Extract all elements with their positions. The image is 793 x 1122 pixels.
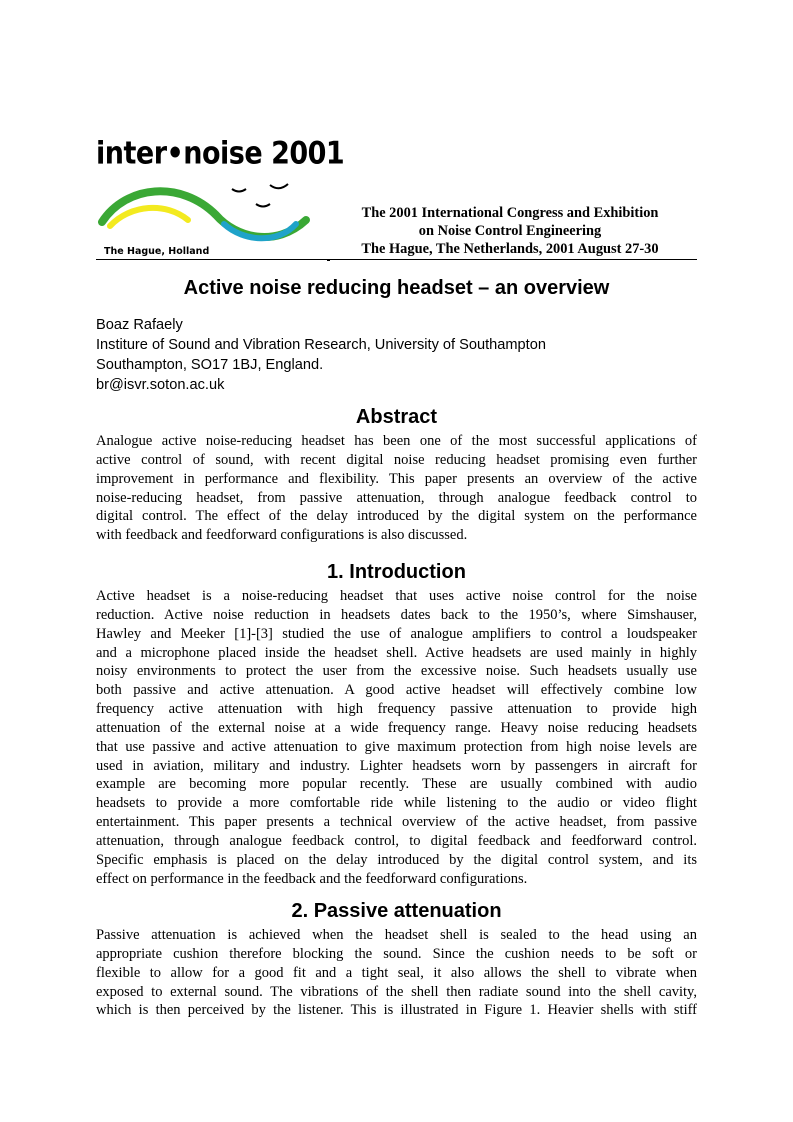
logo-wordmark: inter•noise 2001 <box>96 135 345 172</box>
introduction-line: Active headset is a noise-reducing headset that uses active noise control for the noise <box>96 588 697 604</box>
introduction-line: Hawley and Meeker [1]-[3] studied the use of analogue amplifiers to control a loudspeaker <box>96 625 697 642</box>
introduction-line: noisy environments to protect the user from the excessive noise. Such headsets usually use <box>96 663 697 680</box>
paper-title: Active noise reducing headset – an overview <box>183 277 610 299</box>
passive-paragraph <box>96 926 697 1020</box>
logo-yellow-wave <box>110 208 188 226</box>
abstract-line: active control of sound, with recent digital noise reducing headset promising even further <box>96 451 697 468</box>
introduction-line: attenuation of the external noise at a wide frequency range. Heavy noise reducing headsets <box>96 719 697 736</box>
author-affiliation: Institure of Sound and Vibration Research, University of Southampton <box>96 337 546 353</box>
introduction-line: entertainment. This paper presents a technical overview of the active headset, from passive <box>96 814 697 831</box>
passive-line: Passive attenuation is achieved when the headset shell is sealed to the head using an <box>96 927 697 943</box>
conference-line-2: on Noise Control Engineering <box>418 223 602 239</box>
introduction-line: headsets to provide a more comfortable ride while listening to the audio or video flight <box>96 795 697 812</box>
abstract-line: Analogue active noise-reducing headset has been one of the most successful applications of <box>96 433 697 449</box>
author-block <box>96 315 546 395</box>
introduction-line: used in aviation, military and industry. Lighter headsets worn by passengers in aircraft for <box>96 757 697 774</box>
introduction-line: effect on performance in the feedback and the feedforward configurations. <box>96 870 528 887</box>
introduction-line: reduction. Active noise reduction in headsets dates back to the 1950’s, where Simshauser, <box>96 606 697 623</box>
conference-info <box>330 204 690 258</box>
abstract-line: with feedback and feedforward configurations is also discussed. <box>96 527 468 544</box>
introduction-line: frequency active attenuation with high frequency passive attenuation to provide high <box>96 701 697 718</box>
introduction-line: Specific emphasis is placed on the delay introduced by the digital control system, and its <box>96 851 697 868</box>
logo-smile-1 <box>232 189 246 192</box>
abstract-line: digital control. The effect of the delay introduced by the digital system on the performance <box>96 508 697 525</box>
header-rule <box>96 259 697 260</box>
abstract-paragraph <box>96 432 697 545</box>
introduction-line: that use passive and active attenuation to give maximum protection from high noise levels are <box>96 738 697 755</box>
logo-waves-graphic <box>96 180 321 250</box>
logo-city-text: The Hague, Holland <box>104 246 210 257</box>
conference-logo <box>96 128 345 260</box>
introduction-line: both passive and active attenuation. A good active headset will effectively combine low <box>96 682 697 699</box>
logo-smile-3 <box>256 204 270 207</box>
abstract-line: improvement in performance and flexibility. This paper presents an overview of the active <box>96 470 697 487</box>
author-name: Boaz Rafaely <box>96 317 183 333</box>
passive-line: appropriate cushion therefore blocking the sound. Since the cushion needs to be soft or <box>96 945 697 962</box>
conference-line-3: The Hague, The Netherlands, 2001 August 27-30 <box>361 241 659 257</box>
introduction-line: attenuation, through analogue feedback control, to digital feedback and feedforward control. <box>96 832 697 849</box>
passive-line: exposed to external sound. The vibrations of the shell then radiate sound into the shell cavity, <box>96 983 697 1000</box>
abstract-line: noise-reducing headset, from passive attenuation, through analogue feedback control to <box>96 489 697 506</box>
passive-line: which is then perceived by the listener. This is illustrated in Figure 1. Heavier shells with stiff <box>96 1002 697 1019</box>
introduction-line: example are becoming more popular recently. These are usually combined with audio <box>96 776 697 793</box>
introduction-paragraph <box>96 587 697 889</box>
introduction-line: and a microphone placed inside the headset shell. Active headsets are used mainly in highly <box>96 644 697 661</box>
header-rule-mark <box>327 259 330 261</box>
conference-line-1: The 2001 International Congress and Exhibition <box>361 205 659 221</box>
introduction-heading: 1. Introduction <box>327 561 466 583</box>
passive-heading: 2. Passive attenuation <box>291 900 502 922</box>
passive-line: flexible to allow for a good fit and a tight seal, it also allows the shell to vibrate when <box>96 964 697 981</box>
author-email: br@isvr.soton.ac.uk <box>96 377 225 393</box>
abstract-heading: Abstract <box>355 406 438 428</box>
author-address: Southampton, SO17 1BJ, England. <box>96 357 324 373</box>
logo-smile-2 <box>270 184 288 188</box>
